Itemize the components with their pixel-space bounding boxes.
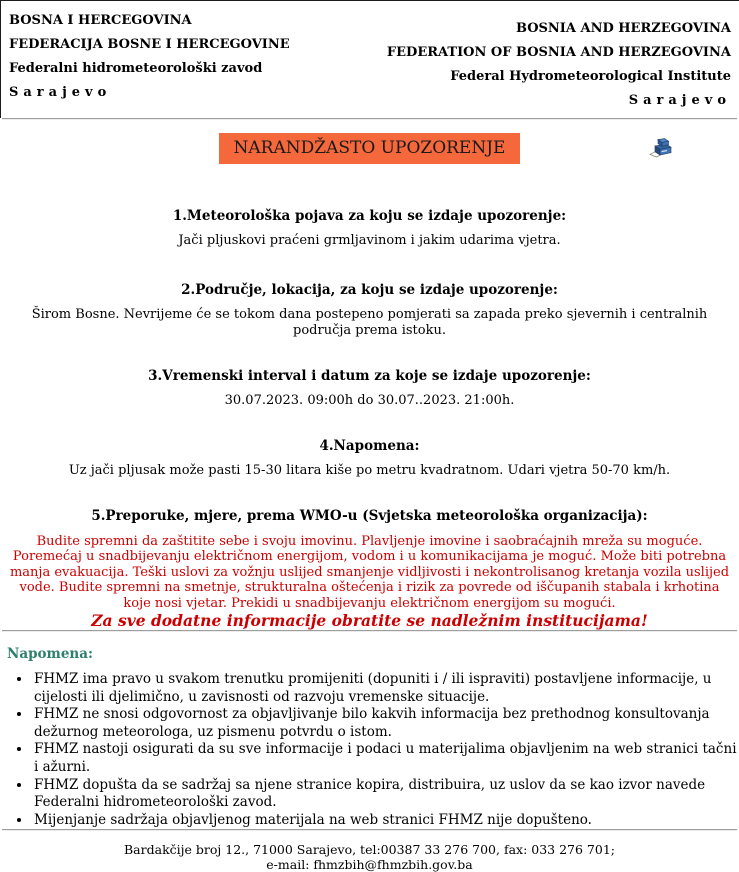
section-phenomenon: [0, 208, 739, 249]
section-4-body: Uz jači pljusak može pasti 15-30 litara kiše po metru kvadratnom. Udari vjetra 50-70 km/h.: [68, 463, 671, 478]
contact-authorities-callout: Za sve dodatne informacije obratite se nadležnim institucijama!: [91, 611, 648, 631]
section-1-heading: 1.Meteorološka pojava za koju se izdaje upozorenje:: [172, 208, 567, 224]
disclaimer-note: [0, 646, 739, 829]
section-4-heading: 4.Napomena:: [319, 438, 420, 454]
section-5-heading: 5.Preporuke, mjere, prema WMO-u (Svjetska meteorološka organizacija):: [91, 508, 648, 524]
contact-footer: [0, 842, 739, 872]
header-country-bs: BOSNA I HERCEGOVINA: [9, 13, 192, 28]
header-divider: [2, 118, 737, 120]
orange-warning-banner: NARANDŽASTO UPOZORENJE: [219, 133, 521, 164]
section-recommendations: [0, 508, 739, 630]
warning-bulletin-page: [0, 1, 739, 872]
disclaimer-item: • FHMZ ima pravo u svakom trenutku promijeniti (dopuniti i / ili ispraviti) postavljene informacije, u cijelosti ili djelimično, u zavisnosti od razvoju vremenske situacije.: [32, 671, 739, 706]
header-left-bosnian: [9, 14, 290, 118]
printer-icon[interactable]: [647, 135, 673, 161]
header-city-en: Sarajevo: [628, 93, 731, 108]
disclaimer-list: [14, 671, 739, 829]
disclaimer-item: • Mijenjanje sadržaja objavljenog materijala na web stranici FHMZ nije dopušteno.: [32, 812, 739, 830]
footer-email: e-mail: fhmzbih@fhmzbih.gov.ba: [266, 857, 473, 872]
section-1-body: Jači pljuskovi praćeni grmljavinom i jakim udarima vjetra.: [178, 233, 561, 248]
disclaimer-item: • FHMZ dopušta da se sadržaj sa njene stranice kopira, distribuira, uz uslov da se kao izvor navede Federalni hidrometeorološki zavod.: [32, 777, 739, 812]
header-federation-en: FEDERATION OF BOSNIA AND HERZEGOVINA: [386, 45, 731, 60]
section-2-body: Širom Bosne. Nevrijeme će se tokom dana postepeno pomjerati sa zapada preko sjevernih i centralnih područja prema istoku.: [31, 307, 708, 338]
header-country-en: BOSNIA AND HERZEGOVINA: [515, 21, 731, 36]
header-institute-bs: Federalni hidrometeorološki zavod: [9, 61, 263, 76]
section-2-heading: 2.Područje, lokacija, za koju se izdaje upozorenje:: [181, 282, 558, 298]
section-remark: [0, 438, 739, 479]
printer-icon-glyph: [647, 135, 673, 161]
header-city-bs: Sarajevo: [9, 85, 112, 100]
note-title: Napomena:: [7, 646, 93, 663]
section-3-body: 30.07.2023. 09:00h do 30.07..2023. 21:00h.: [224, 393, 515, 408]
header-federation-bs: FEDERACIJA BOSNE I HERCEGOVINE: [9, 37, 290, 52]
section-time-interval: [0, 368, 739, 409]
institution-header: [0, 1, 739, 118]
footer-divider: [2, 829, 737, 831]
header-institute-en: Federal Hydrometeorological Institute: [450, 69, 731, 84]
section-5-alert-text: Budite spremni da zaštitite sebe i svoju imovinu. Plavljenje imovine i saobraćajnih mreža su moguće. Poremećaj u snadbijevanju električnom energijom, vodom i u komunikacijama je moguć. Može biti potrebna manja evakuacija. Teški uslovi za vožnju uslijed smanjenje vidljivosti i nekontrolisanog kretanja vozila uslijed vode. Budite spremni na smetnje, strukturalna oštećenja i rizik za povrede od iščupanih stabala i krhotina koje nosi vjetar. Prekidi u snadbijevanju električnom energijom su mogući.: [9, 534, 730, 611]
note-divider: [2, 630, 737, 632]
footer-address: Bardakčije broj 12., 71000 Sarajevo, tel:00387 33 276 700, fax: 033 276 701;: [124, 842, 615, 858]
header-right-english: [387, 14, 731, 118]
warning-banner-row: [0, 133, 739, 179]
disclaimer-item: • FHMZ nastoji osigurati da su sve informacije i podaci u materijalima objavljenim na web stranici tačni i ažurni.: [32, 741, 739, 776]
section-area: [0, 282, 739, 339]
section-3-heading: 3.Vremenski interval i datum za koje se izdaje upozorenje:: [148, 368, 591, 384]
disclaimer-item: • FHMZ ne snosi odgovornost za objavljivanje bilo kakvih informacija bez prethodnog konsultovanja dežurnog meteorologa, uz pismenu potvrdu o istom.: [32, 706, 739, 741]
